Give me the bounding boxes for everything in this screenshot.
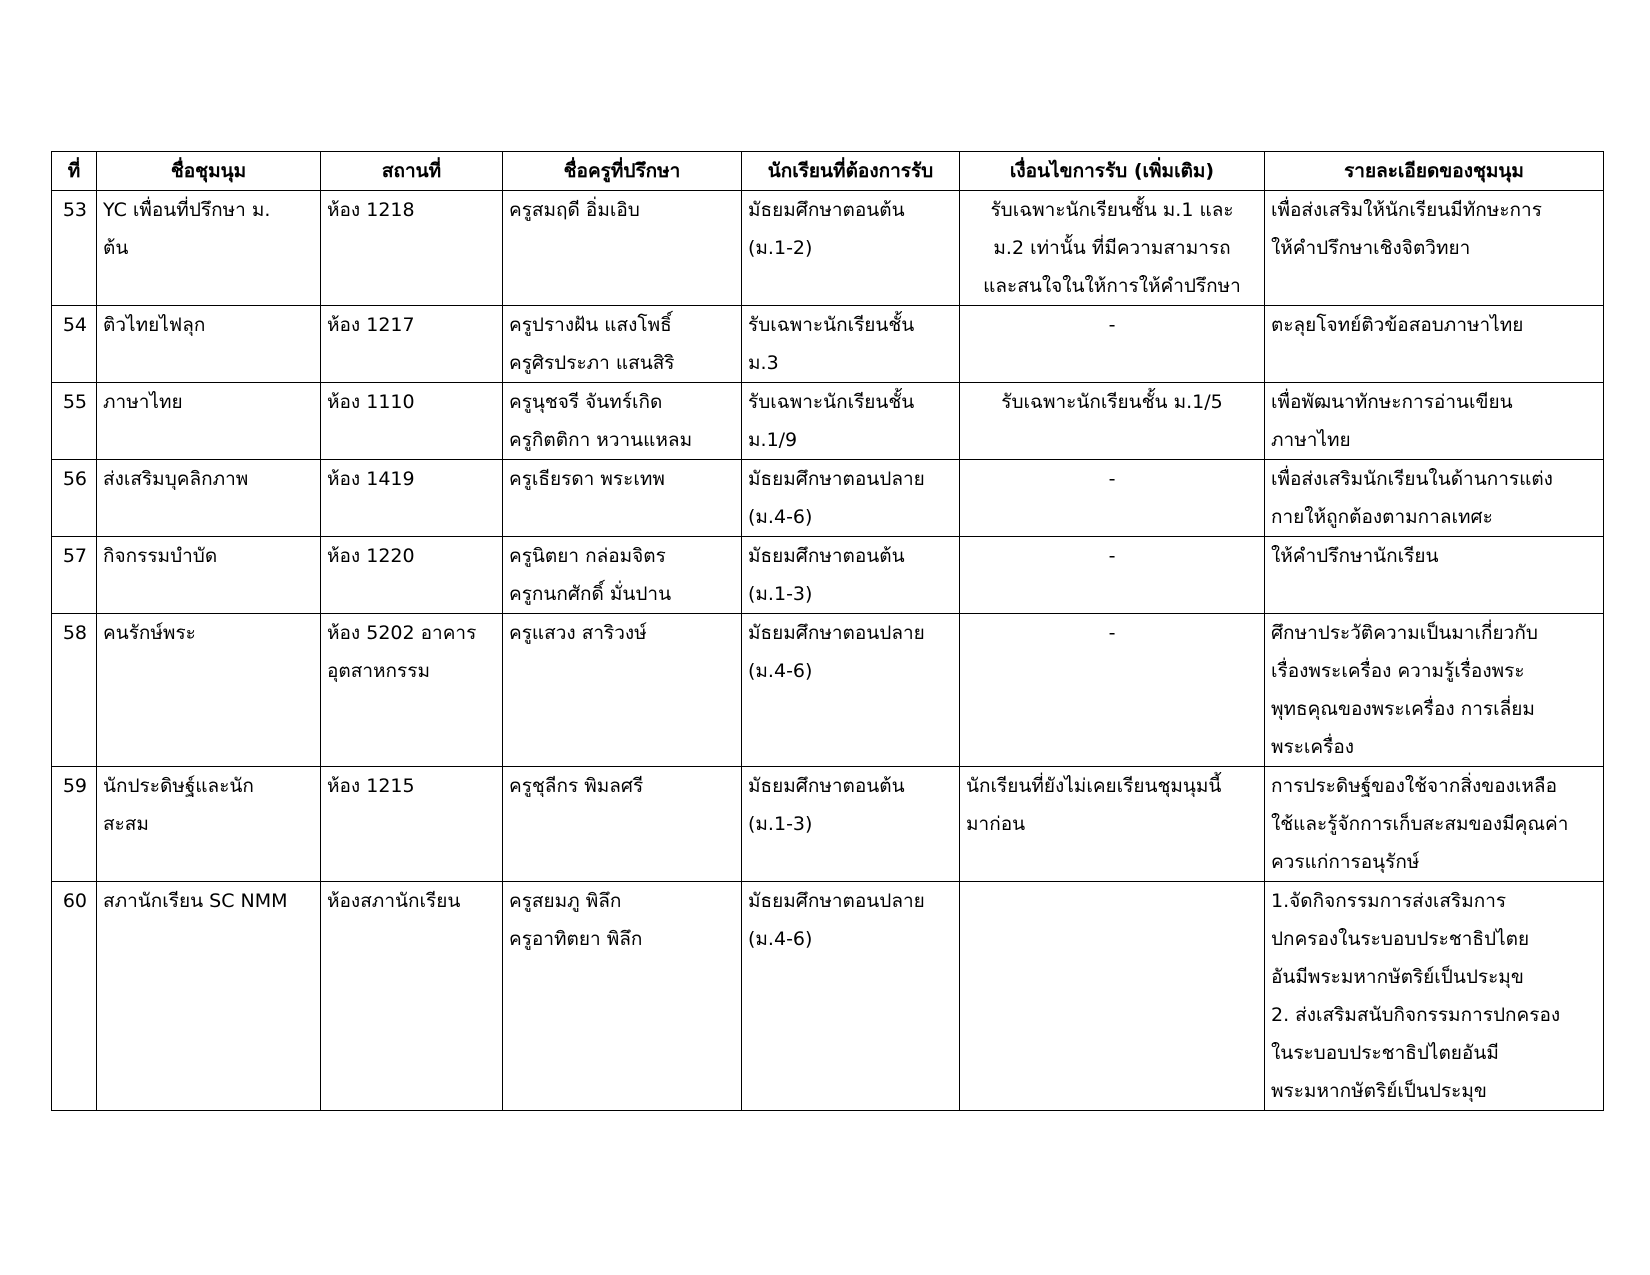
cell-detail-line: ให้คำปรึกษานักเรียน (1271, 545, 1439, 567)
cell-condition-line: ม.2 เท่านั้น ที่มีความสามารถ (993, 237, 1231, 259)
cell-students-line: (ม.1-3) (748, 813, 813, 835)
cell-no: 59 (52, 767, 97, 882)
cell-detail-line: พระมหากษัตริย์เป็นประมุข (1271, 1080, 1487, 1102)
cell-detail-line: เพื่อส่งเสริมนักเรียนในด้านการแต่ง (1271, 468, 1553, 490)
cell-students-line: มัธยมศึกษาตอนต้น (748, 199, 905, 221)
cell-club-name (97, 767, 321, 882)
cell-students (742, 191, 960, 306)
cell-detail-line: เพื่อพัฒนาทักษะการอ่านเขียน (1271, 391, 1513, 413)
cell-condition (960, 460, 1265, 537)
cell-no: 54 (52, 306, 97, 383)
cell-advisor (503, 306, 742, 383)
cell-place (321, 191, 503, 306)
cell-condition (960, 767, 1265, 882)
cell-students-line: มัธยมศึกษาตอนต้น (748, 775, 905, 797)
cell-detail-line: การประดิษฐ์ของใช้จากสิ่งของเหลือ (1271, 775, 1557, 797)
cell-students-line: (ม.1-3) (748, 583, 813, 605)
cell-detail-line: อันมีพระมหากษัตริย์เป็นประมุข (1271, 966, 1524, 988)
cell-advisor-line: ครูกนกศักดิ์ มั่นปาน (509, 583, 672, 605)
cell-no: 58 (52, 614, 97, 767)
table-row (52, 614, 1604, 767)
cell-club-name-line: ติวไทยไฟลุก (103, 314, 206, 336)
cell-students (742, 882, 960, 1111)
cell-condition-line: - (1108, 314, 1116, 336)
cell-detail-line: ในระบอบประชาธิปไตยอันมี (1271, 1042, 1499, 1064)
cell-students-line: (ม.4-6) (748, 660, 813, 682)
cell-club-name (97, 383, 321, 460)
cell-place-line: ห้อง 5202 อาคาร (327, 622, 477, 644)
cell-advisor-line: ครูชุลีกร พิมลศรี (509, 775, 644, 797)
cell-place-line: ห้อง 1218 (327, 199, 415, 221)
cell-club-name-line: คนรักษ์พระ (103, 622, 196, 644)
cell-students-line: (ม.4-6) (748, 928, 813, 950)
cell-club-name-line: ภาษาไทย (103, 391, 183, 413)
cell-advisor-line: ครูสยมภู พิลึก (509, 890, 622, 912)
cell-detail-line: เพื่อส่งเสริมให้นักเรียนมีทักษะการ (1271, 199, 1542, 221)
cell-students-line: รับเฉพาะนักเรียนชั้น (748, 391, 915, 413)
cell-condition-line: - (1108, 468, 1116, 490)
cell-condition (960, 191, 1265, 306)
cell-detail-line: 2. ส่งเสริมสนับกิจกรรมการปกครอง (1271, 1004, 1561, 1026)
cell-advisor-line: ครูสมฤดี อิ่มเอิบ (509, 199, 640, 221)
cell-advisor (503, 383, 742, 460)
cell-place (321, 882, 503, 1111)
cell-place (321, 460, 503, 537)
cell-condition (960, 614, 1265, 767)
cell-advisor-line: ครูปรางฝัน แสงโพธิ์ (509, 314, 672, 336)
cell-students-line: ม.1/9 (748, 429, 798, 451)
cell-condition (960, 306, 1265, 383)
cell-detail-line: 1.จัดกิจกรรมการส่งเสริมการ (1271, 890, 1507, 912)
cell-students (742, 537, 960, 614)
cell-club-name (97, 882, 321, 1111)
cell-students-line: รับเฉพาะนักเรียนชั้น (748, 314, 915, 336)
cell-club-name (97, 306, 321, 383)
cell-place-line: ห้องสภานักเรียน (327, 890, 461, 912)
cell-detail-line: พุทธคุณของพระเครื่อง การเลี่ยม (1271, 698, 1535, 720)
cell-students-line: มัธยมศึกษาตอนต้น (748, 545, 905, 567)
cell-club-name-line: ต้น (103, 237, 129, 259)
cell-advisor-line: ครูกิตติกา หวานแหลม (509, 429, 693, 451)
cell-students (742, 383, 960, 460)
cell-advisor (503, 537, 742, 614)
cell-students-line: (ม.1-2) (748, 237, 813, 259)
cell-no: 57 (52, 537, 97, 614)
cell-students-line: ม.3 (748, 352, 779, 374)
cell-detail (1265, 882, 1604, 1111)
cell-no: 60 (52, 882, 97, 1111)
cell-no: 53 (52, 191, 97, 306)
cell-students-line: มัธยมศึกษาตอนปลาย (748, 890, 925, 912)
cell-advisor (503, 191, 742, 306)
cell-club-name-line: สภานักเรียน SC NMM (103, 890, 288, 912)
cell-club-name-line: กิจกรรมบำบัด (103, 545, 218, 567)
cell-detail-line: เรื่องพระเครื่อง ความรู้เรื่องพระ (1271, 660, 1525, 682)
cell-students-line: มัธยมศึกษาตอนปลาย (748, 468, 925, 490)
cell-condition-line: รับเฉพาะนักเรียนชั้น ม.1 และ (990, 199, 1234, 221)
cell-place (321, 306, 503, 383)
header-place: สถานที่ (321, 152, 503, 191)
header-no: ที่ (52, 152, 97, 191)
cell-advisor (503, 614, 742, 767)
table-body (52, 191, 1604, 1111)
cell-students-line: มัธยมศึกษาตอนปลาย (748, 622, 925, 644)
cell-detail (1265, 537, 1604, 614)
cell-advisor (503, 767, 742, 882)
cell-no: 56 (52, 460, 97, 537)
cell-detail (1265, 767, 1604, 882)
cell-place-line: ห้อง 1419 (327, 468, 415, 490)
cell-detail-line: ควรแก่การอนุรักษ์ (1271, 851, 1420, 873)
cell-club-name (97, 537, 321, 614)
cell-advisor-line: ครูอาทิตยา พิลึก (509, 928, 643, 950)
header-detail: รายละเอียดของชุมนุม (1265, 152, 1604, 191)
cell-club-name-line: ส่งเสริมบุคลิกภาพ (103, 468, 249, 490)
cell-advisor-line: ครูศิรประภา แสนสิริ (509, 352, 675, 374)
cell-place (321, 767, 503, 882)
cell-condition-line: นักเรียนที่ยังไม่เคยเรียนชุมนุมนี้ (966, 775, 1222, 797)
cell-detail-line: ปกครองในระบอบประชาธิปไตย (1271, 928, 1530, 950)
cell-advisor-line: ครูนุชจรี จันทร์เกิด (509, 391, 663, 413)
cell-students (742, 306, 960, 383)
table-header-row (52, 152, 1604, 191)
clubs-table (51, 151, 1604, 1111)
cell-place-line: ห้อง 1215 (327, 775, 415, 797)
header-condition: เงื่อนไขการรับ (เพิ่มเติม) (960, 152, 1265, 191)
cell-club-name (97, 614, 321, 767)
cell-detail (1265, 383, 1604, 460)
cell-detail-line: พระเครื่อง (1271, 736, 1355, 758)
cell-detail-line: ศึกษาประวัติความเป็นมาเกี่ยวกับ (1271, 622, 1538, 644)
cell-detail (1265, 306, 1604, 383)
cell-condition (960, 383, 1265, 460)
cell-students-line: (ม.4-6) (748, 506, 813, 528)
cell-place (321, 614, 503, 767)
header-students: นักเรียนที่ต้องการรับ (742, 152, 960, 191)
header-advisor: ชื่อครูที่ปรึกษา (503, 152, 742, 191)
cell-place-line: ห้อง 1110 (327, 391, 415, 413)
cell-club-name-line: สะสม (103, 813, 149, 835)
cell-club-name (97, 460, 321, 537)
cell-detail-line: ตะลุยโจทย์ติวข้อสอบภาษาไทย (1271, 314, 1524, 336)
cell-advisor (503, 460, 742, 537)
cell-condition-line: และสนใจในให้การให้คำปรึกษา (983, 275, 1241, 297)
table-row (52, 767, 1604, 882)
cell-detail (1265, 460, 1604, 537)
cell-no: 55 (52, 383, 97, 460)
cell-students (742, 767, 960, 882)
cell-place (321, 537, 503, 614)
cell-advisor-line: ครูแสวง สาริวงษ์ (509, 622, 647, 644)
cell-club-name-line: นักประดิษฐ์และนัก (103, 775, 254, 797)
cell-condition-line: - (1108, 622, 1116, 644)
header-club-name: ชื่อชุมนุม (97, 152, 321, 191)
table-row (52, 882, 1604, 1111)
table-row (52, 191, 1604, 306)
cell-club-name (97, 191, 321, 306)
cell-condition-line: มาก่อน (966, 813, 1026, 835)
cell-club-name-line: YC เพื่อนที่ปรึกษา ม. (103, 199, 271, 221)
cell-condition (960, 882, 1265, 1111)
cell-condition-line: - (1108, 545, 1116, 567)
cell-detail-line: ให้คำปรึกษาเชิงจิตวิทยา (1271, 237, 1471, 259)
cell-detail-line: กายให้ถูกต้องตามกาลเทศะ (1271, 506, 1493, 528)
cell-detail (1265, 614, 1604, 767)
cell-condition (960, 537, 1265, 614)
table-row (52, 383, 1604, 460)
cell-students (742, 460, 960, 537)
cell-advisor-line: ครูนิตยา กล่อมจิตร (509, 545, 666, 567)
cell-detail-line: ภาษาไทย (1271, 429, 1351, 451)
table-row (52, 306, 1604, 383)
table-row (52, 460, 1604, 537)
cell-place-line: ห้อง 1220 (327, 545, 415, 567)
cell-detail-line: ใช้และรู้จักการเก็บสะสมของมีคุณค่า (1271, 813, 1569, 835)
cell-students (742, 614, 960, 767)
cell-place-line: ห้อง 1217 (327, 314, 415, 336)
cell-detail (1265, 191, 1604, 306)
cell-place (321, 383, 503, 460)
cell-place-line: อุตสาหกรรม (327, 660, 430, 682)
cell-advisor (503, 882, 742, 1111)
cell-advisor-line: ครูเธียรดา พระเทพ (509, 468, 665, 490)
table-row (52, 537, 1604, 614)
cell-condition-line: รับเฉพาะนักเรียนชั้น ม.1/5 (1001, 391, 1223, 413)
